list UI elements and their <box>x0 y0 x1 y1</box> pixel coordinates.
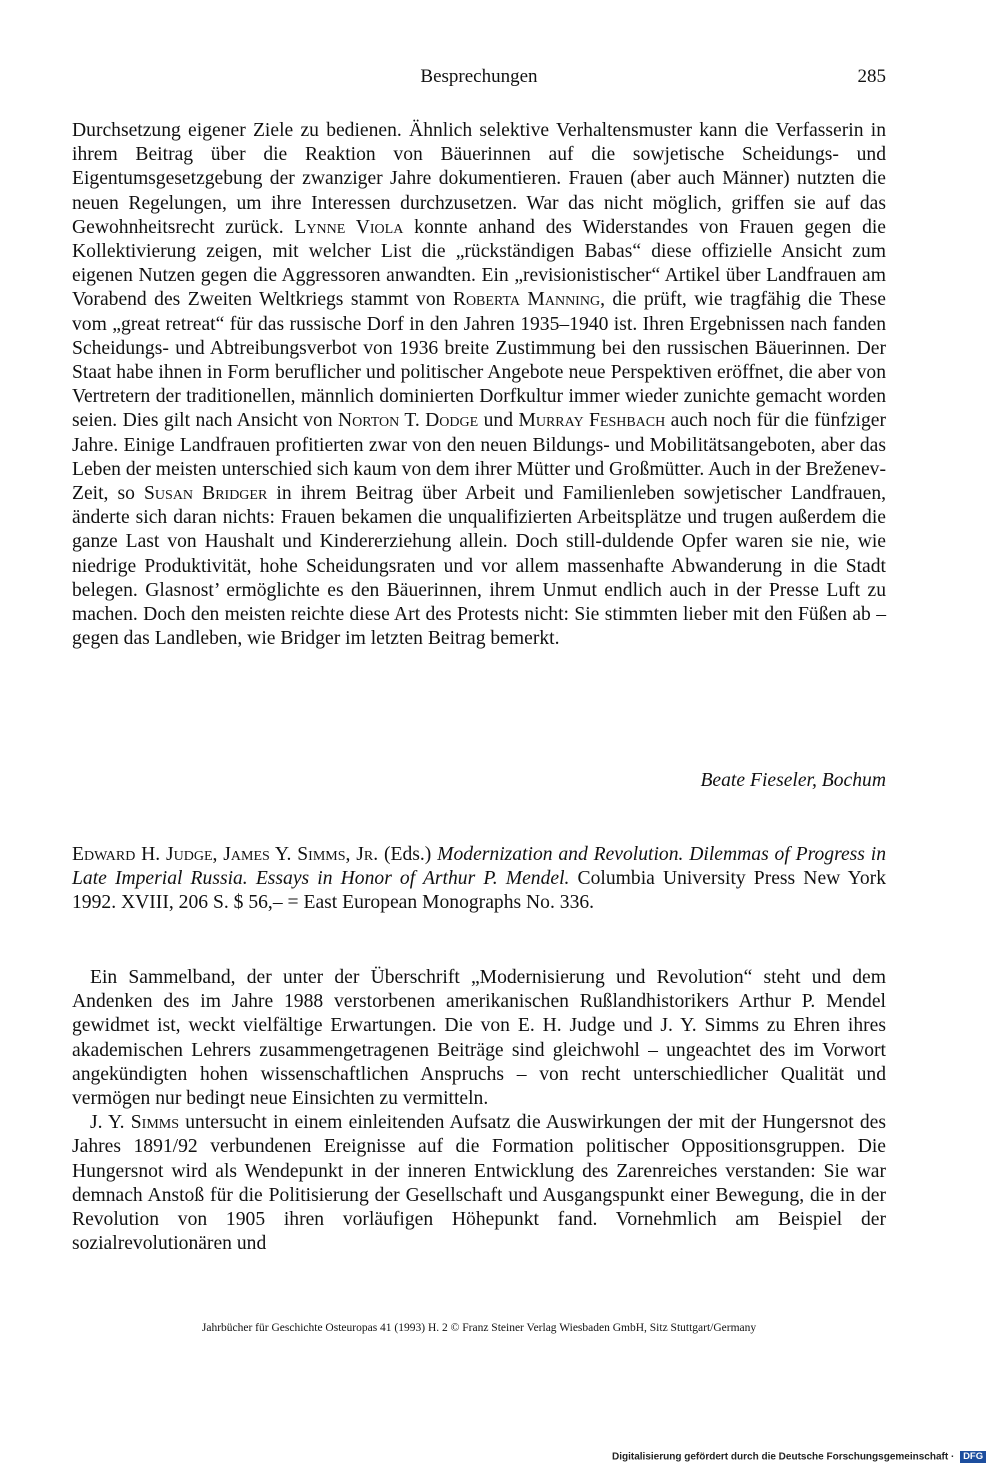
digitization-notice-text: Digitalisierung gefördert durch die Deutsche Forschungsgemeinschaft · <box>612 1451 955 1463</box>
journal-footer: Jahrbücher für Geschichte Osteuropas 41 (1993) H. 2 © Franz Steiner Verlag Wiesbaden GmbH, Sitz Stuttgart/Germany <box>201 1322 757 1334</box>
review-paragraph <box>72 119 886 651</box>
editors-suffix: (Eds.) <box>378 844 438 865</box>
author-name: Roberta Manning <box>452 289 601 311</box>
book-title: Modernization and Revolution. Dilemmas of Progress in Late Imperial Russia. Essays in Honor of Arthur P. Mendel. <box>72 844 886 890</box>
dfg-logo: DFG <box>960 1451 986 1463</box>
review-body <box>72 966 886 1256</box>
text-run: in ihrem Beitrag über Arbeit und Familienleben sowjetischer Landfrauen, änderte sich daran nichts: Frauen bekamen die unqualifizierten Arbeitsplätze und trugen außerdem die ganze Last von Haushalt und Kindererziehung allein. Doch still-duldende Opfer waren sie nie, wie niedrige Produktivität, hohe Scheidungsraten und vor allem massenhafte Abwanderung in die Stadt belegen. Glasnost’ ermöglichte es den Bäuerinnen, ihrem Unmut endlich auch in der Presse Luft zu machen. Doch den meisten reichte diese Art des Protests nicht: Sie stimmten lieber mit den Füßen ab – gegen das Landleben, wie Bridger im letzten Beitrag bemerkt. <box>72 483 887 650</box>
text-run: konnte anhand des Widerstandes von Frauen gegen die Kollektivierung zeigen, mit welcher List die „rückständigen Babas“ diese offizielle Ansicht zum eigenen Nutzen gegen die Aggressoren anwandten. Ein „revisionistischer“ Artikel über Landfrauen am Vorabend des Zweiten Weltkriegs stammt von <box>72 216 887 311</box>
author-name: Lynne Viola <box>294 216 404 238</box>
review-paragraph <box>72 1111 886 1256</box>
text-run: , die prüft, wie tragfähig die These vom „great retreat“ für das russische Dorf in den Jahren 1935–1940 ist. Ihren Ergebnissen nach fanden Scheidungs- und Abtreibungsverbot von 1936 breite Zustimmung bei den russischen Bäuerinnen. Der Staat habe ihnen in Form beruflicher und politischer Angebote neue Perspektiven eröffnet, die aber von Vertretern der traditionellen, männlich dominierten Dorfkultur immer wieder zunichte gemacht worden seien. Dies gilt nach Ansicht von <box>72 289 886 432</box>
running-header-title: Besprechungen <box>420 66 538 87</box>
review-body-continued <box>72 119 886 651</box>
book-citation <box>72 843 886 916</box>
author-name: Murray Feshbach <box>518 410 666 432</box>
author-name: Norton T. Dodge <box>337 410 479 432</box>
reviewer-signature: Beate Fieseler, Bochum <box>700 770 886 791</box>
author-name: J. Y. Simms <box>90 1112 180 1134</box>
publication-details: Columbia University Press New York 1992. XVIII, 206 S. $ 56,– = East European Monographs No. 336. <box>72 868 886 914</box>
author-name: Susan Bridger <box>144 483 268 505</box>
digitization-notice <box>612 1451 986 1463</box>
text-run: und <box>478 410 519 432</box>
page-number: 285 <box>857 66 886 87</box>
editors: Edward H. Judge, James Y. Simms, Jr. <box>72 844 379 865</box>
text-run: auch noch für die fünfziger Jahre. Einige Landfrauen profitierten zwar von den neuen Bildungs- und Mobilitätsangeboten, aber das Leben der meisten unterschied sich kaum von dem ihrer Mütter und Großmütter. Auch in der Breženev-Zeit, so <box>72 410 887 505</box>
review-paragraph: Ein Sammelband, der unter der Überschrift „Modernisierung und Revolution“ steht und dem Andenken des im Jahre 1988 verstorbenen amerikanischen Rußlandhistorikers Arthur P. Mendel gewidmet ist, weckt vielfältige Erwartungen. Die von E. H. Judge und J. Y. Simms zu Ehren ihres akademischen Lehrers zusammengetragenen Beiträge sind gleichwohl – ungeachtet des im Vorwort angekündigten hohen wissenschaftlichen Anspruchs – von recht unterschiedlicher Qualität und vermögen nur bedingt neue Einsichten zu vermitteln. <box>72 967 886 1110</box>
text-run: untersucht in einem einleitenden Aufsatz die Auswirkungen der mit der Hungersnot des Jahres 1891/92 verbundenen Ereignisse auf die Formation politischer Oppositionsgruppen. Die Hungersnot wird als Wendepunkt in der inneren Entwicklung des Zarenreiches verstanden: Sie war demnach Anstoß für die Politisierung der Gesellschaft und Ausgangspunkt einer Bewegung, die in der Revolution von 1905 ihren vorläufigen Höhepunkt fand. Vornehmlich am Beispiel der sozialrevolutionären und <box>72 1112 886 1255</box>
text-run: Durchsetzung eigener Ziele zu bedienen. Ähnlich selektive Verhaltensmuster kann die Verfasserin in ihrem Beitrag über die Reaktion von Bäuerinnen auf die sowjetische Scheidungs- und Eigentumsgesetzgebung der zwanziger Jahre dokumentieren. Frauen (aber auch Männer) nutzten die neuen Regelungen, um ihre Interessen durchzusetzen. War das nicht möglich, griffen sie auf das Gewohnheitsrecht zurück. <box>72 120 886 238</box>
